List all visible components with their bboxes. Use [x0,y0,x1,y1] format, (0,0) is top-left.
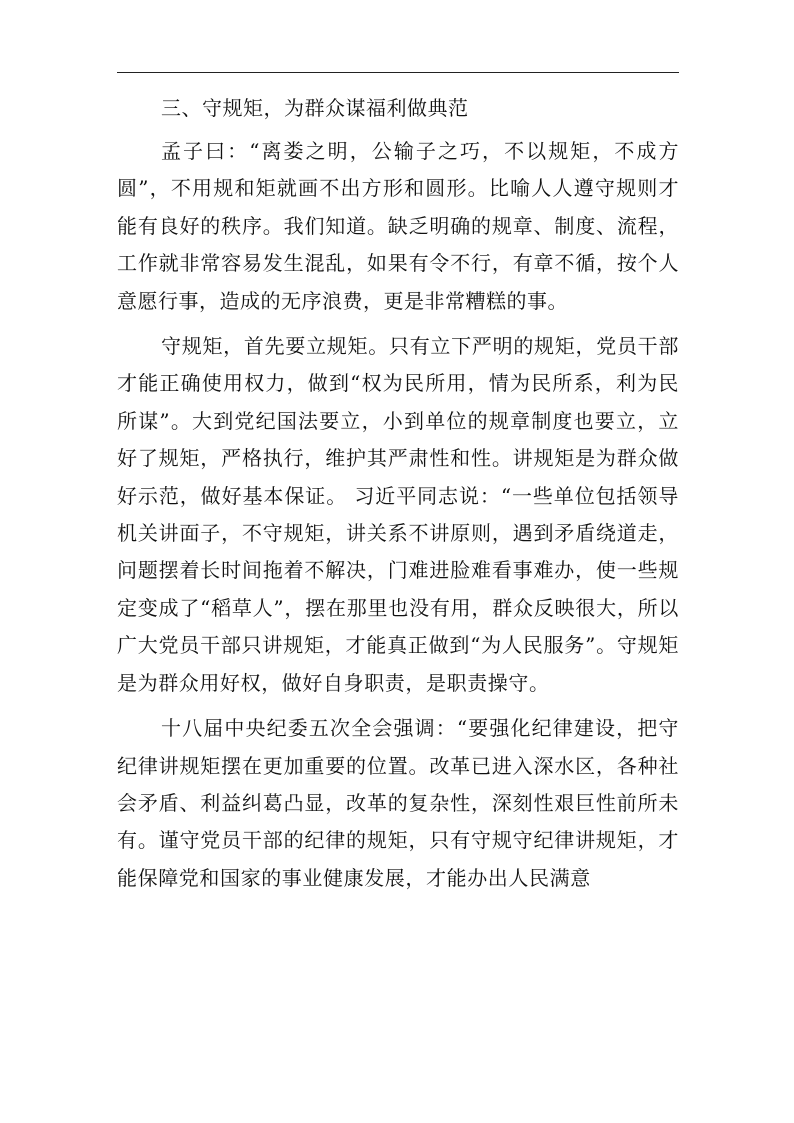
paragraph-3: 十八届中央纪委五次全会强调：“要强化纪律建设，把守纪律讲规矩摆在更加重要的位置。改革已进入深水区，各种社会矛盾、利益纠葛凸显，改革的复杂性，深刻性艰巨性前所未有。谨守党员干部的纪律的规矩，只有守规守纪律讲规矩，才能保障党和国家的事业健康发展，才能办出人民满意 [117,716,679,890]
document-body [117,90,679,905]
header-rule [117,72,679,73]
paragraph-1: 孟子曰：“离娄之明，公输子之巧，不以规矩，不成方圆”，不用规和矩就画不出方形和圆形。比喻人人遵守规则才能有良好的秩序。我们知道。缺乏明确的规章、制度、流程，工作就非常容易发生混乱，如果有令不行，有章不循，按个人意愿行事，造成的无序浪费，更是非常糟糕的事。 [117,139,679,313]
paragraph-2: 守规矩，首先要立规矩。只有立下严明的规矩，党员干部才能正确使用权力，做到“权为民所用，情为民所系，利为民所谋”。大到党纪国法要立，小到单位的规章制度也要立，立好了规矩，严格执行，维护其严肃性和性。讲规矩是为群众做好示范，做好基本保证。 习近平同志说：“一些单位包括领导机关讲面子，不守规矩，讲关系不讲原则，遇到矛盾绕道走，问题摆着长时间拖着不解决，门难进脸难看事难办，使一些规定变成了“稻草人”，摆在那里也没有用，群众反映很大，所以广大党员干部只讲规矩，才能真正做到“为人民服务”。守规矩是为群众用好权，做好自身职责，是职责操守。 [117,334,679,695]
section-heading: 三、守规矩，为群众谋福利做典范 [161,96,469,120]
